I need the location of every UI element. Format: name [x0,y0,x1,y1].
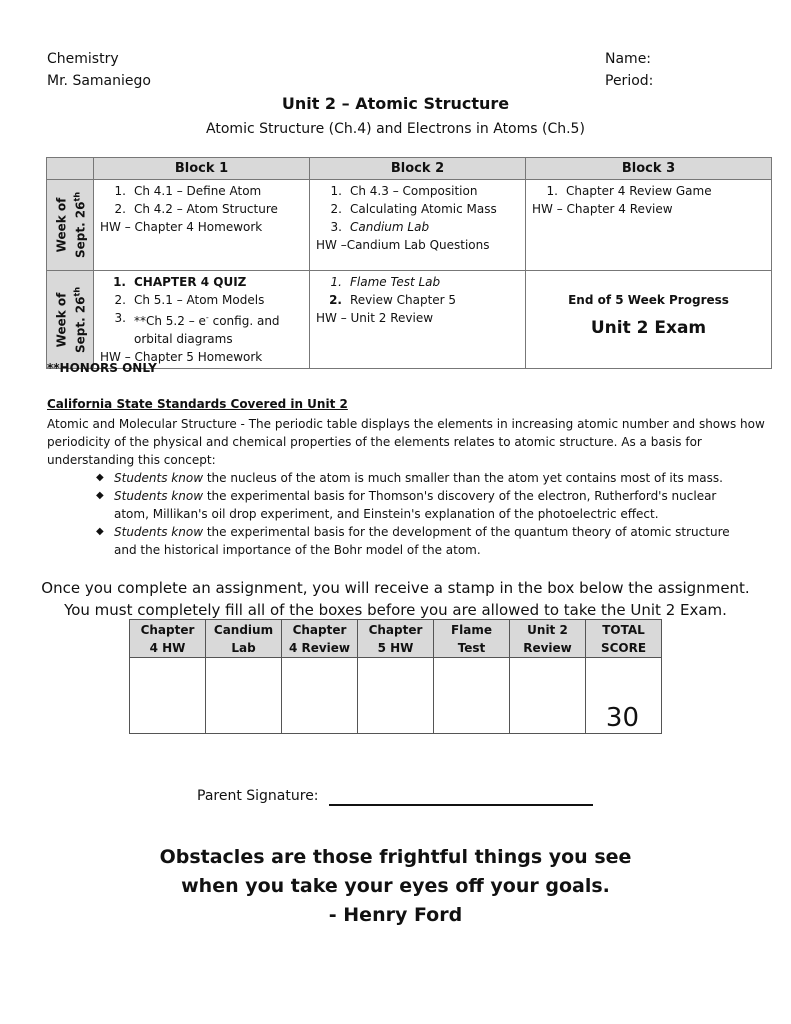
schedule-corner-cell [47,158,94,180]
exam-label: Unit 2 Exam [590,318,707,338]
bullet-icon: ◆ [96,490,104,501]
homework-note: HW –Candium Lab Questions [316,238,490,252]
list-item: 1. CHAPTER 4 QUIZ [113,275,247,289]
honors-note: **HONORS ONLY [47,361,157,375]
list-item: 2. Ch 4.2 – Atom Structure [114,202,278,216]
page-subtitle: Atomic Structure (Ch.4) and Electrons in Atoms (Ch.5) [206,121,585,137]
standards-paragraph: Atomic and Molecular Structure - The periodic table displays the elements in increasing atomic number and shows how periodicity of the physical and chemical properties of the elements relates to atomic structure. As a basis for understanding this concept: [47,417,765,467]
course-name: Chemistry [47,51,119,67]
instructions-line-2: You must completely fill all of the boxes before you are allowed to take the Unit 2 Exam. [64,601,727,619]
quote [0,843,791,930]
homework-note: HW – Chapter 4 Homework [100,220,263,234]
total-score-box [586,658,662,734]
quote-line-1: Obstacles are those frightful things you see [159,846,632,868]
week-label: Week of Sept. 26th [54,191,87,259]
list-item: 2. Review Chapter 5 [329,293,457,307]
list-item: 2. Calculating Atomic Mass [330,202,497,216]
name-label: Name: [605,51,652,67]
stamp-box [434,658,510,734]
block-1-cell [94,180,310,271]
stamp-header-total-score: TOTAL SCORE [586,620,662,658]
progress-note: End of 5 Week Progress [568,293,729,307]
standards-heading: California State Standards Covered in Unit 2 [47,397,348,411]
parent-signature-label: Parent Signature: [197,788,319,804]
block-3-cell [526,180,772,271]
week-label-cell [47,271,94,369]
instructions-line-1: Once you complete an assignment, you will receive a stamp in the box below the assignment. [41,579,750,597]
stamp-header-flame-test: Flame Test [434,620,510,658]
stamp-box [282,658,358,734]
block-2-cell [310,180,526,271]
schedule-row-week-2 [47,271,772,369]
list-item: ◆ Students know the nucleus of the atom is much smaller than the atom yet contains most of its mass. [96,471,723,485]
bullet-icon: ◆ [96,526,104,537]
list-item: ◆ Students know the experimental basis for the development of the quantum theory of atomic structure and the historical importance of the Bohr model of the atom. [96,525,730,557]
stamp-box [510,658,586,734]
stamp-header-chapter-5-hw: Chapter 5 HW [358,620,434,658]
stamp-header-chapter-4-hw: Chapter 4 HW [130,620,206,658]
stamp-header-candium-lab: Candium Lab [206,620,282,658]
column-header-block-1: Block 1 [94,158,310,180]
block-3-cell [526,271,772,369]
teacher-name: Mr. Samaniego [47,73,151,89]
total-score-value: 30 [605,703,639,733]
stamp-table [129,619,662,734]
week-label-cell [47,180,94,271]
list-item: 1. Ch 4.1 – Define Atom [114,184,262,198]
quote-line-2: when you take your eyes off your goals. [181,875,610,897]
parent-signature-line[interactable] [329,804,593,806]
stamp-box [358,658,434,734]
schedule-header-row [47,158,772,180]
homework-note: HW – Chapter 4 Review [532,202,673,216]
list-item: 1. Chapter 4 Review Game [546,184,712,198]
schedule-row-week-1 [47,180,772,271]
block-2-cell [310,271,526,369]
list-item: 3. Candium Lab [330,220,430,234]
stamp-box-row [130,658,662,734]
homework-note: HW – Unit 2 Review [316,311,434,325]
page-title: Unit 2 – Atomic Structure [281,94,510,113]
schedule-table [46,157,772,369]
list-item: 2. Ch 5.1 – Atom Models [114,293,265,307]
bullet-icon: ◆ [96,472,104,483]
block-1-cell [94,271,310,369]
list-item: 3. **Ch 5.2 – e- config. and orbital diagrams [114,311,280,346]
stamp-box [206,658,282,734]
list-item: ◆ Students know the experimental basis for Thomson's discovery of the electron, Rutherford's nuclear atom, Millikan's oil drop experiment, and Einstein's explanation of the photoelectric effect. [96,489,717,521]
quote-author: - Henry Ford [328,904,463,926]
stamp-header-chapter-4-review: Chapter 4 Review [282,620,358,658]
period-label: Period: [605,73,654,89]
stamp-header-unit-2-review: Unit 2 Review [510,620,586,658]
homework-note: HW – Chapter 5 Homework [100,350,263,364]
week-label: Week of Sept. 26th [54,286,87,353]
list-item: 1. Flame Test Lab [330,275,441,289]
column-header-block-3: Block 3 [526,158,772,180]
standards-list [94,469,744,559]
column-header-block-2: Block 2 [310,158,526,180]
stamp-header-row [130,620,662,658]
stamp-box [130,658,206,734]
list-item: 1. Ch 4.3 – Composition [330,184,478,198]
